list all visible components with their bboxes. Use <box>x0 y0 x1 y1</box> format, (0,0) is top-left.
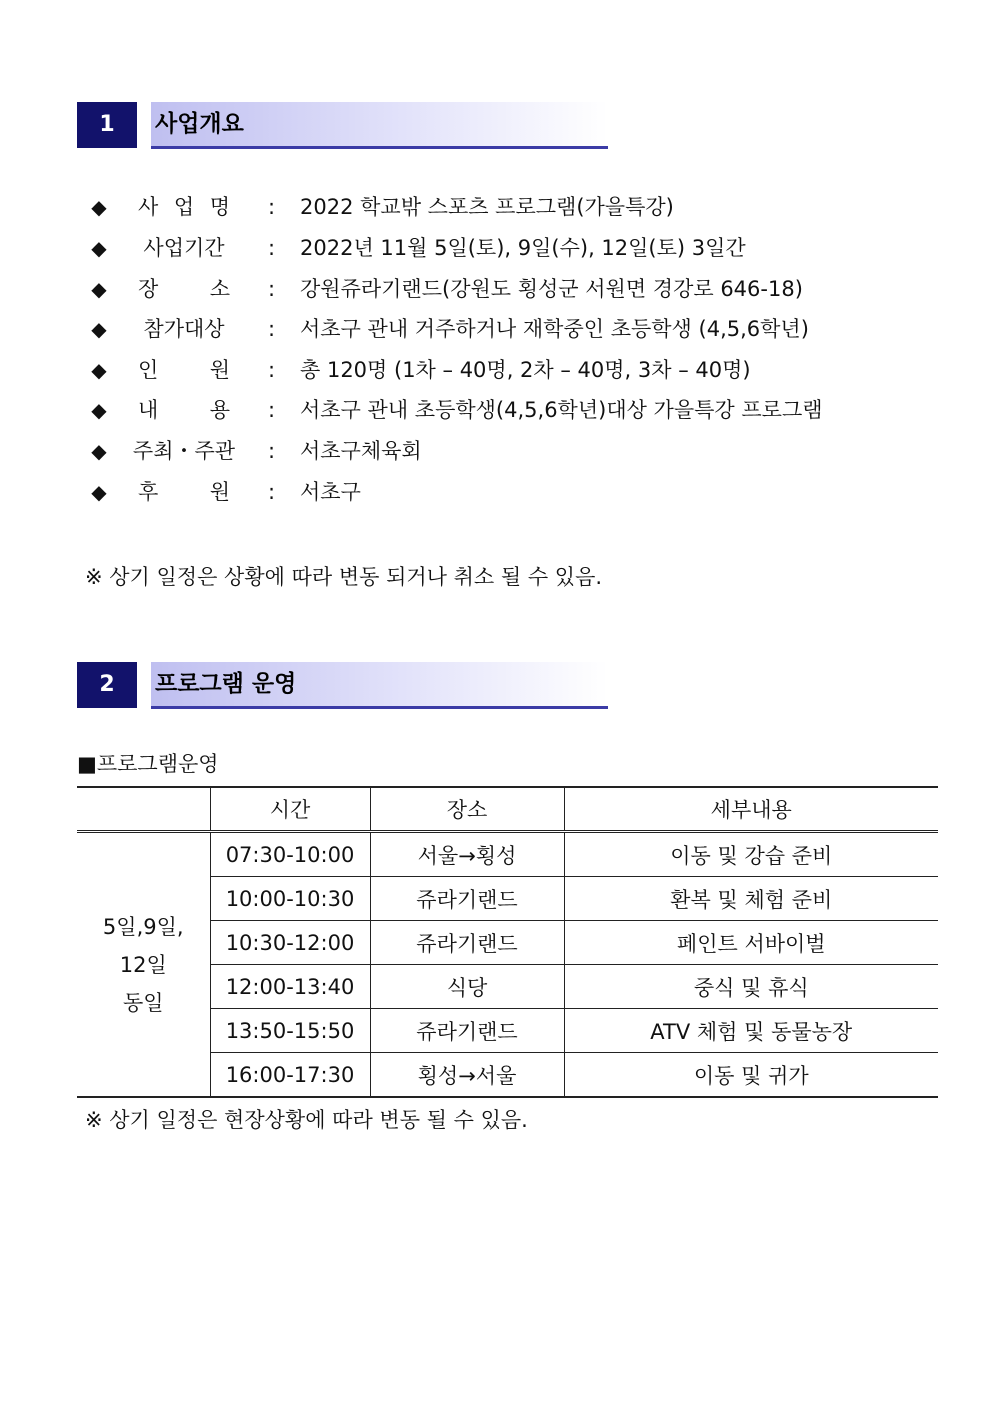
detail-cell: 환복 및 체험 준비 <box>564 877 938 921</box>
note-1: ※ 상기 일정은 상황에 따라 변동 되거나 취소 될 수 있음. <box>85 565 603 589</box>
time-cell: 10:30-12:00 <box>210 921 370 965</box>
place-cell: 쥬라기랜드 <box>370 877 564 921</box>
colon: : <box>268 195 276 219</box>
overview-label-part: 원 <box>209 358 230 382</box>
overview-label-part: 용 <box>209 398 230 422</box>
diamond-bullet-icon: ◆ <box>91 236 107 260</box>
header-time: 시간 <box>210 787 370 832</box>
detail-cell: 이동 및 귀가 <box>564 1053 938 1098</box>
program-subheading: ■프로그램운영 <box>77 752 219 776</box>
place-cell: 쥬라기랜드 <box>370 921 564 965</box>
colon: : <box>268 398 276 422</box>
place-cell: 횡성→서울 <box>370 1053 564 1098</box>
place-cell: 쥬라기랜드 <box>370 1009 564 1053</box>
section-1-title: 사업개요 <box>155 111 244 137</box>
place-cell: 식당 <box>370 965 564 1009</box>
time-cell: 13:50-15:50 <box>210 1009 370 1053</box>
section-1-title-bar <box>151 102 608 149</box>
overview-label-part: 참가대상 <box>143 317 225 341</box>
overview-label-part: 명 <box>209 195 230 219</box>
detail-cell: ATV 체험 및 동물농장 <box>564 1009 938 1053</box>
time-cell: 12:00-13:40 <box>210 965 370 1009</box>
detail-cell: 중식 및 휴식 <box>564 965 938 1009</box>
overview-value: 서초구 관내 거주하거나 재학중인 초등학생 (4,5,6학년) <box>300 317 809 341</box>
day-line: 5일,9일, <box>102 914 184 939</box>
schedule-table <box>77 786 938 1098</box>
colon: : <box>268 439 276 463</box>
overview-value: 강원쥬라기랜드(강원도 횡성군 서원면 경강로 646-18) <box>300 277 803 301</box>
diamond-bullet-icon: ◆ <box>91 317 107 341</box>
overview-label-part: 내 <box>138 398 159 422</box>
note-2: ※ 상기 일정은 현장상황에 따라 변동 될 수 있음. <box>85 1108 528 1132</box>
overview-value: 서초구 관내 초등학생(4,5,6학년)대상 가을특강 프로그램 <box>300 398 823 422</box>
overview-label <box>124 434 244 468</box>
place-cell: 서울→횡성 <box>370 832 564 877</box>
overview-label-part: 업 <box>173 195 195 219</box>
overview-label-part: 후 <box>138 480 159 504</box>
colon: : <box>268 358 276 382</box>
day-line: 동일 <box>122 990 164 1015</box>
overview-label-part: 인 <box>138 358 159 382</box>
colon: : <box>268 480 276 504</box>
overview-label-part: 원 <box>209 480 230 504</box>
overview-label-part: 사 <box>138 195 159 219</box>
colon: : <box>268 277 276 301</box>
overview-label <box>124 475 244 509</box>
diamond-bullet-icon: ◆ <box>91 398 107 422</box>
section-2-number: 2 <box>77 662 137 708</box>
colon: : <box>268 317 276 341</box>
header-detail: 세부내용 <box>564 787 938 832</box>
day-cell <box>77 832 210 1098</box>
section-1-number: 1 <box>77 102 137 148</box>
colon: : <box>268 236 276 260</box>
overview-label <box>124 312 244 346</box>
overview-label <box>124 393 244 427</box>
diamond-bullet-icon: ◆ <box>91 358 107 382</box>
section-2-header <box>77 662 610 708</box>
diamond-bullet-icon: ◆ <box>91 480 107 504</box>
corner-cell <box>77 787 210 832</box>
overview-label <box>124 353 244 387</box>
section-2-title: 프로그램 운영 <box>155 671 297 697</box>
detail-cell: 이동 및 강습 준비 <box>564 832 938 877</box>
overview-value: 2022년 11월 5일(토), 9일(수), 12일(토) 3일간 <box>300 236 746 260</box>
overview-label-part: 장 <box>138 277 159 301</box>
detail-cell: 페인트 서바이벌 <box>564 921 938 965</box>
overview-label <box>124 190 244 224</box>
time-cell: 07:30-10:00 <box>210 832 370 877</box>
time-cell: 16:00-17:30 <box>210 1053 370 1098</box>
overview-label-part: 사업기간 <box>143 236 225 260</box>
section-2-title-bar <box>151 662 608 709</box>
overview-value: 2022 학교밖 스포츠 프로그램(가을특강) <box>300 195 674 219</box>
day-line: 12일 <box>119 952 167 977</box>
diamond-bullet-icon: ◆ <box>91 195 107 219</box>
overview-label <box>124 231 244 265</box>
overview-value: 서초구 <box>300 480 361 504</box>
overview-value: 총 120명 (1차 – 40명, 2차 – 40명, 3차 – 40명) <box>300 358 751 382</box>
overview-label-part: 소 <box>209 277 230 301</box>
overview-value: 서초구체육회 <box>300 439 422 463</box>
overview-label <box>124 272 244 306</box>
section-1-header <box>77 102 610 148</box>
table-header-row <box>77 787 938 832</box>
time-cell: 10:00-10:30 <box>210 877 370 921</box>
diamond-bullet-icon: ◆ <box>91 277 107 301</box>
diamond-bullet-icon: ◆ <box>91 439 107 463</box>
overview-label-part: 주최・주관 <box>132 439 236 463</box>
header-place: 장소 <box>370 787 564 832</box>
table-row <box>77 832 938 877</box>
